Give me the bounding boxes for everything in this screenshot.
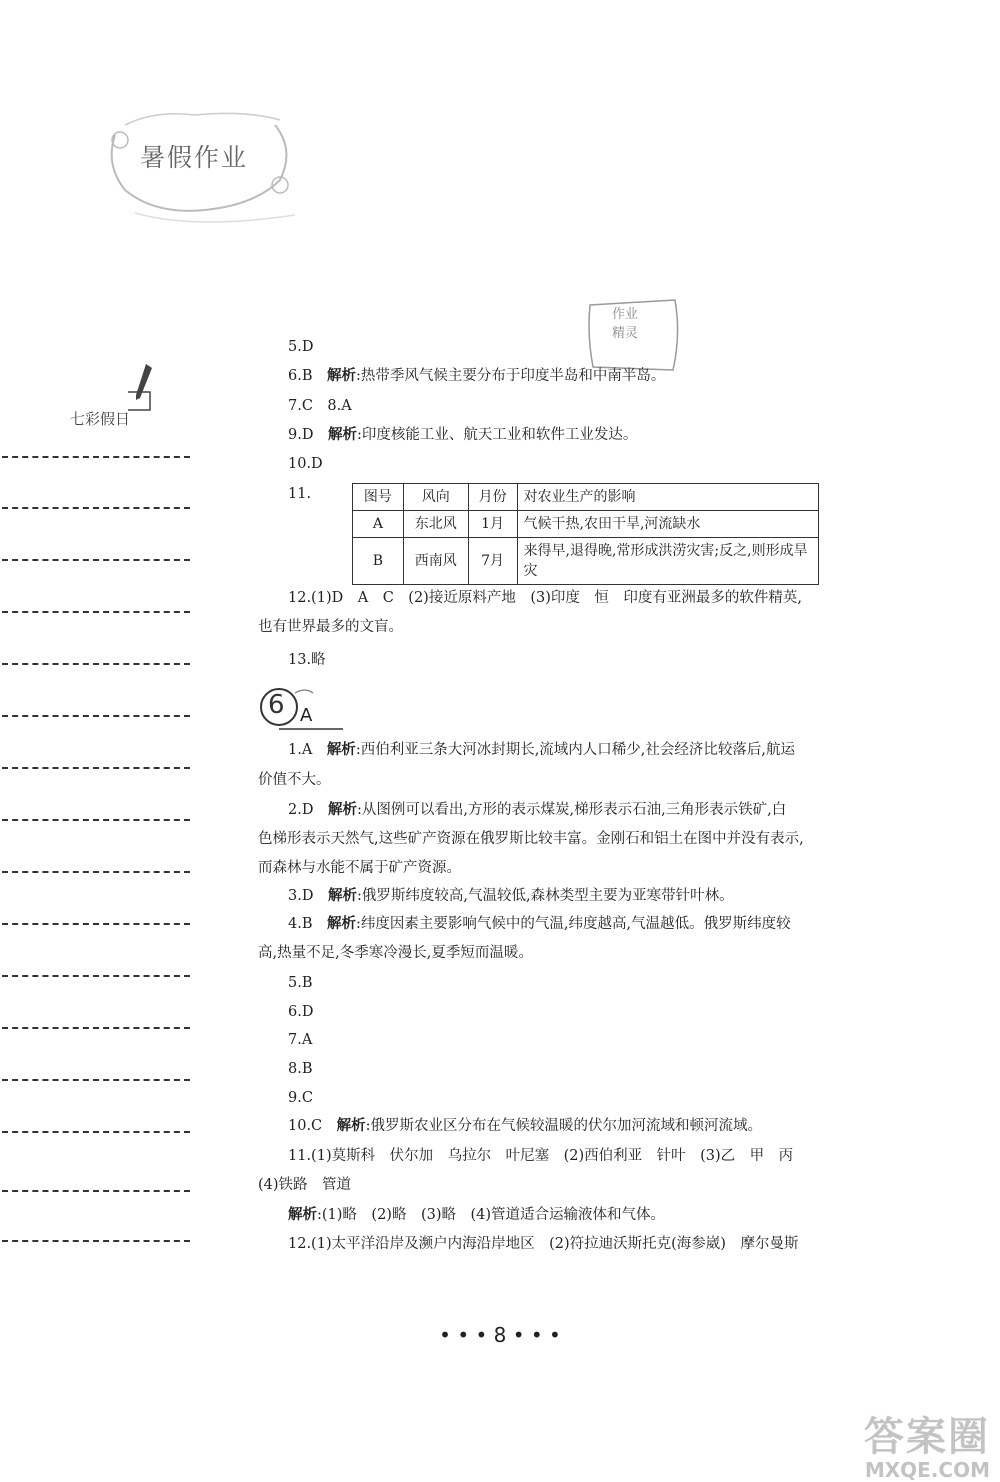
sec6-answer-2: 2.D 解析:从图例可以看出,方形的表示煤炭,梯形表示石油,三角形表示铁矿,白 [288, 801, 787, 818]
watermark-main: 答案圈 [864, 1414, 990, 1460]
answer-12-line2: 也有世界最多的文盲。 [258, 619, 403, 635]
sec6-answer-3: 3.D 解析:俄罗斯纬度较高,气温较低,森林类型主要为亚寒带针叶林。 [288, 887, 734, 904]
sec6-answer-10: 10.C 解析:俄罗斯农业区分布在气候较温暖的伏尔加河流域和顿河流域。 [288, 1117, 763, 1134]
sec6-answer-9: 9.C [288, 1090, 313, 1106]
table-cell: 1月 [468, 511, 517, 538]
answer-11-label: 11. [288, 486, 312, 502]
sec6-answer-4-cont: 高,热量不足,冬季寒冷漫长,夏季短而温暖。 [258, 945, 533, 961]
table-cell: B [353, 538, 404, 585]
answer-9: 9.D 解析:印度核能工业、航天工业和软件工业发达。 [288, 426, 638, 443]
table-cell: 来得早,退得晚,常形成洪涝灾害;反之,则形成旱灾 [517, 538, 818, 585]
section-letter: A [300, 705, 313, 726]
note-line [2, 975, 190, 977]
sec6-answer-8: 8.B [288, 1061, 313, 1077]
site-watermark [820, 1405, 990, 1482]
table-header-row [353, 484, 819, 511]
sec6-answer-2-cont1: 色梯形表示天然气,这些矿产资源在俄罗斯比较丰富。金刚石和铝土在图中并没有表示, [258, 831, 804, 847]
table-cell: A [353, 511, 404, 538]
note-line [2, 559, 190, 561]
sec6-answer-4: 4.B 解析:纬度因素主要影响气候中的气温,纬度越高,气温越低。俄罗斯纬度较 [288, 915, 791, 932]
sec6-answer-11-line1: 11.(1)莫斯科 伏尔加 乌拉尔 叶尼塞 (2)西伯利亚 针叶 (3)乙 甲 丙 [288, 1148, 794, 1164]
section-number: 6 [268, 690, 285, 720]
note-line [2, 767, 190, 769]
table-header: 风向 [403, 484, 468, 511]
sec6-answer-5: 5.B [288, 975, 313, 991]
sidebar-label: 七彩假日 [70, 410, 131, 428]
header-title: 暑假作业 [140, 143, 249, 172]
table-cell: 西南风 [403, 538, 468, 585]
note-line [2, 1131, 190, 1133]
note-line [2, 507, 190, 509]
stamp-line1: 作业 [612, 307, 639, 322]
table-header: 图号 [353, 484, 404, 511]
pen-icon [128, 362, 158, 412]
table-header: 对农业生产的影响 [517, 484, 818, 511]
table-cell: 气候干热,农田干旱,河流缺水 [517, 511, 818, 538]
answer-13: 13.略 [288, 652, 326, 668]
note-line [2, 1240, 190, 1242]
note-line [2, 663, 190, 665]
note-line [2, 923, 190, 925]
note-line [2, 819, 190, 821]
sec6-answer-6: 6.D [288, 1004, 314, 1020]
note-line [2, 715, 190, 717]
note-line [2, 871, 190, 873]
sec6-answer-11-analysis: 解析:(1)略 (2)略 (3)略 (4)管道适合运输液体和气体。 [288, 1206, 666, 1223]
stamp-line2: 精灵 [612, 326, 639, 341]
table-cell: 东北风 [403, 511, 468, 538]
note-line [2, 456, 190, 458]
answer-6: 6.B 解析:热带季风气候主要分布于印度半岛和中南半岛。 [288, 367, 666, 384]
sec6-answer-2-cont2: 而森林与水能不属于矿产资源。 [258, 860, 461, 876]
answer-5: 5.D [288, 339, 314, 355]
note-line [2, 611, 190, 613]
note-line [2, 1079, 190, 1081]
sec6-answer-7: 7.A [288, 1032, 313, 1048]
table-header: 月份 [468, 484, 517, 511]
sec6-answer-12-line1: 12.(1)太平洋沿岸及濒户内海沿岸地区 (2)符拉迪沃斯托克(海参崴) 摩尔曼斯 [288, 1236, 799, 1252]
note-line [2, 1190, 190, 1192]
sec6-answer-1: 1.A 解析:西伯利亚三条大河冰封期长,流域内人口稀少,社会经济比较落后,航运 [288, 741, 796, 758]
sec6-answer-11-line2: (4)铁路 管道 [258, 1177, 352, 1193]
answer-10: 10.D [288, 456, 323, 472]
table-row [353, 538, 819, 585]
watermark-sub: MXQE.COM [864, 1458, 990, 1482]
answer-table [352, 483, 819, 585]
page-number: • • • 8 • • • [439, 1323, 561, 1347]
table-cell: 7月 [468, 538, 517, 585]
answer-7-8: 7.C 8.A [288, 398, 352, 414]
answer-12-line1: 12.(1)D A C (2)接近原料产地 (3)印度 恒 印度有亚洲最多的软件精英, [288, 590, 802, 606]
note-line [2, 1027, 190, 1029]
sec6-answer-1-cont: 价值不大。 [258, 772, 331, 788]
table-row [353, 511, 819, 538]
